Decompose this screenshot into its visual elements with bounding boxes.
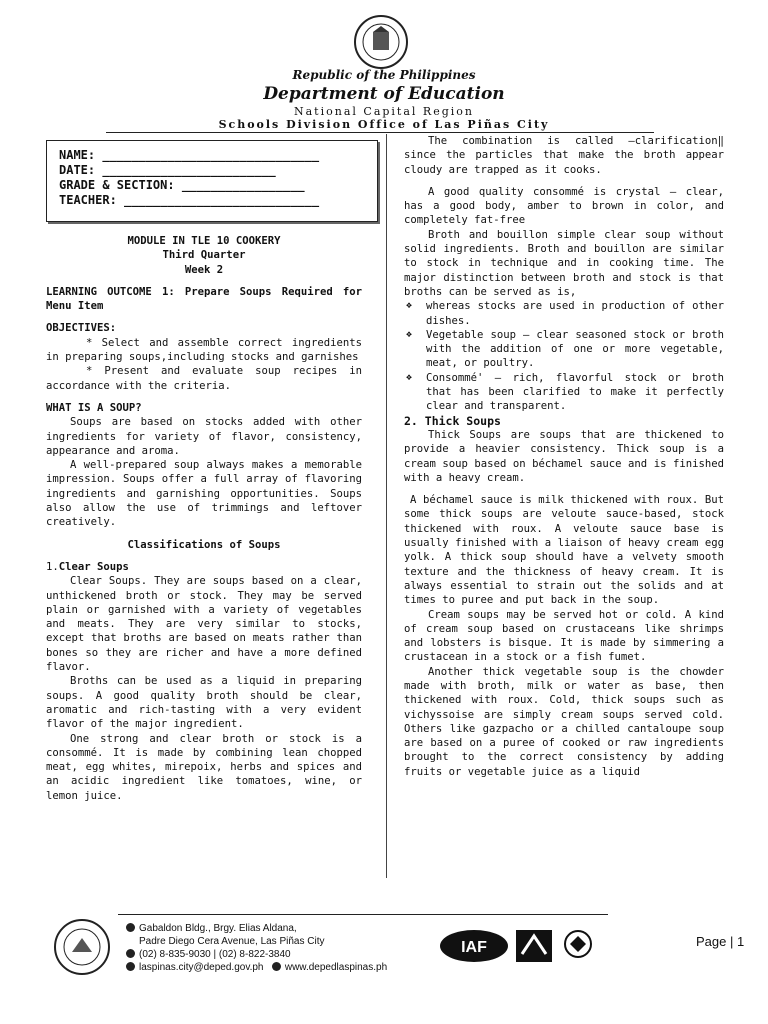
paragraph: Another thick vegetable soup is the chowder made with broth, milk or water as base, then thickened with roux. Cold, thick soups such as vichyssoise are simply cream soups served cold. Others like gazpacho or a chilled cantaloupe soup are based on a puree of cooked or raw ingredients brought to the correct consistency by adding fruits or vegetable juice as a liquid xyxy=(404,665,724,778)
soup-type-list xyxy=(404,299,724,413)
footer-rule xyxy=(118,914,608,915)
learning-outcome xyxy=(46,285,362,314)
paragraph: Cream soups may be served hot or cold. A kind of cream soup based on crustaceans like shrimps and lobsters is bisque. It is made by simmering a crustacean in a stock or a fish fumet. xyxy=(404,608,724,664)
republic-title: Republic of the Philippines xyxy=(292,68,476,82)
department-title: Department of Education xyxy=(263,84,505,104)
paragraph: Broth and bouillon simple clear soup without solid ingredients. Broth and bouillon are similar to stock in technique and in cooking time. The major distinction between broth and stock is that broths can be served as is, xyxy=(404,228,724,298)
paragraph: Soups are based on stocks added with other ingredients for variety of flavor, consistency, appearance and aroma. xyxy=(46,416,362,457)
list-item: ❖ Vegetable soup – clear seasoned stock or broth with the addition of one or more vegetable, meat, or poultry. xyxy=(426,328,724,371)
objective-1: * Select and assemble correct ingredients in preparing soups,including stocks and garnishes xyxy=(46,336,362,364)
address-line-2: Padre Diego Cera Avenue, Las Piñas City xyxy=(139,936,325,947)
contact-info xyxy=(126,922,387,974)
objectives-heading: OBJECTIVES: xyxy=(46,322,117,335)
division-title: Schools Division Office of Las Piñas City xyxy=(218,118,550,131)
paragraph: One strong and clear broth or stock is a consommé. It is made by combining lean chopped meat, egg whites, mirepoix, herbs and spices and an acidic ingredient like tomatoes, wine, or lemon juice. xyxy=(46,732,362,802)
thick-soups-heading: 2. Thick Soups xyxy=(404,413,501,428)
location-icon xyxy=(126,923,135,932)
student-info-box xyxy=(46,140,378,222)
deped-seal-logo xyxy=(346,14,416,70)
module-quarter: Third Quarter xyxy=(162,249,246,262)
sdo-las-pinas-logo xyxy=(46,918,118,976)
module-week: Week 2 xyxy=(184,263,224,276)
iaf-logo-text: IAF xyxy=(461,939,487,956)
clear-soups-heading xyxy=(46,560,362,574)
left-column xyxy=(46,234,362,803)
lo-label: LEARNING OUTCOME 1: xyxy=(46,285,175,298)
teacher-field[interactable]: TEACHER: ___________________________ xyxy=(59,193,320,207)
paragraph: A béchamel sauce is milk thickened with roux. But some thick soups are veloute sauce-based, stock thickened with roux. A veloute sauce base is usually finished with a liaison of heavy cream egg yolk. A thick soup should have a velvety smooth texture and the thickness of heavy cream. It is always essential to strain out the solids and at times to puree and put back in the soup. xyxy=(404,494,724,607)
objective-2: * Present and evaluate soup recipes in accordance with the criteria. xyxy=(46,365,362,392)
paragraph: A well-prepared soup always makes a memorable impression. Soups offer a full array of flavoring ingredients and garnishing opportunities. Soups also allow the use of trimmings and leftover creatively. xyxy=(46,459,362,529)
pab-certification-logo xyxy=(556,928,616,964)
clear-number: 1. xyxy=(46,560,59,573)
list-item: ❖ whereas stocks are used in production of other dishes. xyxy=(426,299,724,328)
globe-icon xyxy=(272,962,281,971)
paragraph: Broths can be used as a liquid in preparing soups. A good quality broth should be clear, aromatic and rich-tasting with a very evident flavor of the major ingredient. xyxy=(46,675,362,731)
classifications-heading: Classifications of Soups xyxy=(127,538,281,551)
column-divider xyxy=(386,134,387,878)
address-line-1: Gabaldon Bldg., Brgy. Elias Aldana, xyxy=(139,923,297,934)
clear-heading-text: Clear Soups xyxy=(58,560,129,573)
website-link[interactable]: www.depedlaspinas.ph xyxy=(284,962,388,973)
phone-numbers: (02) 8-835-9030 | (02) 8-822-3840 xyxy=(139,949,291,960)
paragraph: The combination is called ―clarification‖ since the particles that make the broth appear cloudy are trapped as it cooks. xyxy=(404,135,724,176)
module-title: MODULE IN TLE 10 COOKERY xyxy=(127,235,281,247)
header-rule xyxy=(106,132,654,133)
page-number: Page | 1 xyxy=(696,934,745,949)
region-title: National Capital Region xyxy=(294,105,474,118)
date-field[interactable]: DATE: ________________________ xyxy=(59,163,276,177)
paragraph: Thick Soups are soups that are thickened to provide a heavier consistency. Thick soup is a cream soup based on béchamel sauce and is finished with a heavy cream. xyxy=(404,428,724,484)
paragraph: Clear Soups. They are soups based on a clear, unthickened broth or stock. They may be served plain or garnished with a variety of vegetables and meats. They are very similar to stocks, except that broths are based on meats rather than bones so they are richer and have a more defined flavor. xyxy=(46,575,362,674)
right-column xyxy=(404,134,724,779)
grade-section-field[interactable]: GRADE & SECTION: _________________ xyxy=(59,178,305,192)
phone-icon xyxy=(126,949,135,958)
lo-text: Prepare Soups Required for Menu Item xyxy=(46,285,362,313)
email-icon xyxy=(126,962,135,971)
paragraph: A good quality consommé is crystal – clear, has a good body, amber to brown in color, and completely fat-free xyxy=(404,185,724,227)
email-link[interactable]: laspinas.city@deped.gov.ph xyxy=(139,962,264,973)
iaf-logo xyxy=(438,928,510,964)
list-item: ❖ Consommé' – rich, flavorful stock or broth that has been clarified to make it perfectly clear and transparent. xyxy=(426,371,724,414)
certification-logo xyxy=(514,928,554,964)
what-is-soup-heading: WHAT IS A SOUP? xyxy=(46,401,142,414)
name-field[interactable]: NAME: ______________________________ xyxy=(59,148,320,162)
